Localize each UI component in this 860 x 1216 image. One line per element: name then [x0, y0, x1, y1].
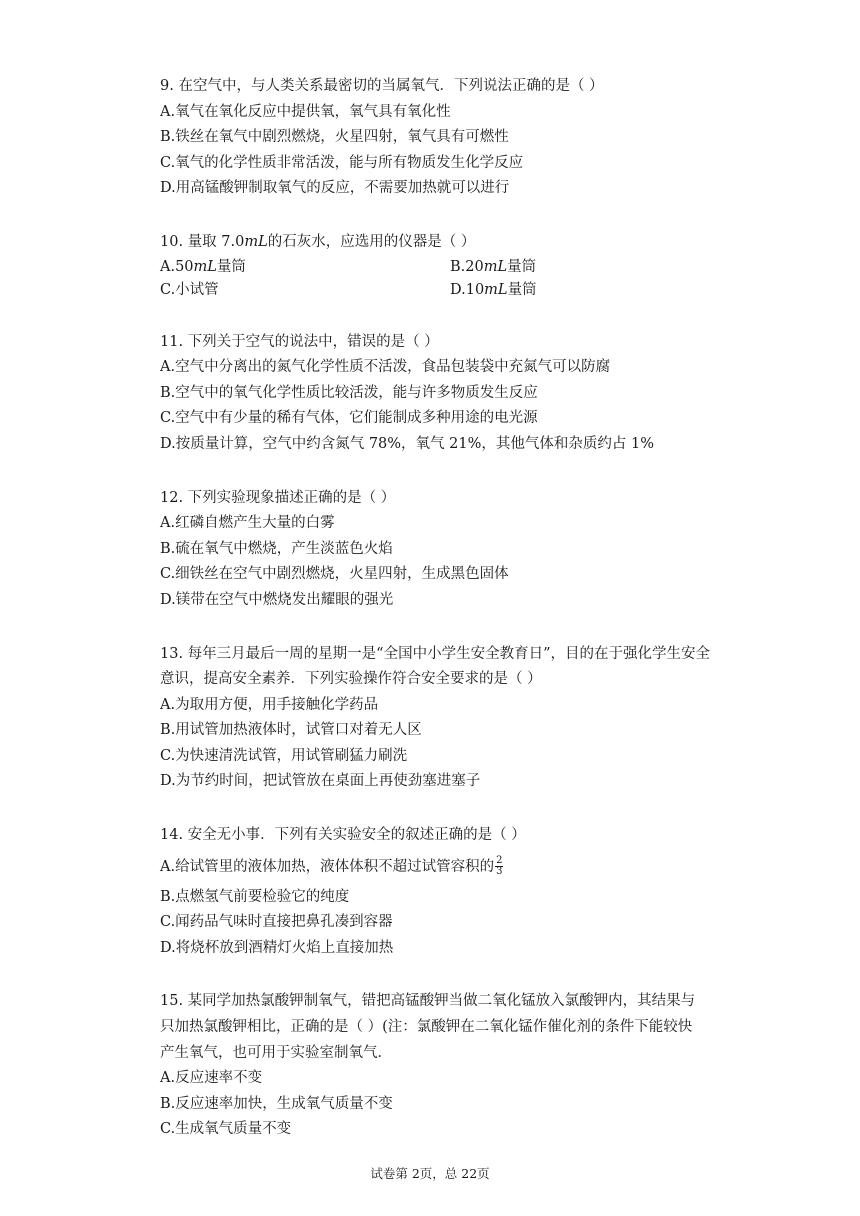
question-stem-line-1: 15. 某同学加热氯酸钾制氧气，错把高锰酸钾当做二氧化锰放入氯酸钾内，其结果与 — [160, 993, 696, 1010]
option-c: C.空气中有少量的稀有气体，它们能制成多种用途的电光源 — [160, 410, 538, 427]
option-text: 量筒 — [216, 258, 246, 275]
option-a — [160, 849, 740, 885]
fraction — [495, 856, 503, 877]
option-d — [450, 279, 740, 302]
question-15 — [160, 989, 740, 1143]
option-a: A.为取用方便，用手接触化学药品 — [160, 696, 379, 713]
option-b: B.反应速率加快，生成氧气质量不变 — [160, 1095, 393, 1112]
options-row — [160, 279, 740, 302]
option-b — [450, 256, 740, 279]
option-a: A.空气中分离出的氮气化学性质不活泼，食品包装袋中充氮气可以防腐 — [160, 359, 611, 376]
option-text: A.给试管里的液体加热，液体体积不超过试管容积的 — [160, 858, 495, 875]
option-c: C.为快速清洗试管，用试管刷猛力刷洗 — [160, 747, 408, 764]
question-12 — [160, 486, 740, 614]
option-c: C.氧气的化学性质非常活泼，能与所有物质发生化学反应 — [160, 154, 524, 171]
option-c — [160, 279, 450, 302]
question-stem: 9. 在空气中，与人类关系最密切的当属氧气．下列说法正确的是（ ） — [160, 78, 604, 94]
option-text: D.10 — [450, 281, 485, 298]
unit-ml: mL — [483, 258, 508, 275]
fraction-denominator: 3 — [496, 866, 503, 878]
options-row — [160, 256, 740, 279]
stem-suffix: 的石灰水，应选用的仪器是（ ） — [267, 233, 476, 250]
question-stem-line-2: 只加热氯酸钾相比，正确的是（ ）(注：氯酸钾在二氧化锰作催化剂的条件下能较快 — [160, 1019, 693, 1036]
option-d: D.镁带在空气中燃烧发出耀眼的强光 — [160, 591, 394, 608]
unit-ml: mL — [484, 281, 508, 298]
option-d: D.用高锰酸钾制取氧气的反应，不需要加热就可以进行 — [160, 180, 510, 197]
question-stem-line-2: 意识，提高安全素养．下列实验操作符合安全要求的是（ ） — [160, 671, 542, 688]
option-a — [160, 256, 450, 279]
option-text: 量筒 — [507, 258, 537, 275]
option-d: D.为节约时间，把试管放在桌面上再使劲塞进塞子 — [160, 773, 481, 790]
question-13 — [160, 642, 740, 796]
question-stem — [160, 230, 740, 256]
option-a: A.氧气在氧化反应中提供氧，氧气具有氧化性 — [160, 103, 451, 120]
option-c: C.细铁丝在空气中剧烈燃烧，火星四射，生成黑色固体 — [160, 566, 509, 583]
option-a: A.红磷自燃产生大量的白雾 — [160, 515, 335, 532]
question-9 — [160, 74, 740, 202]
option-b: B.用试管加热液体时，试管口对着无人区 — [160, 722, 422, 739]
unit-ml: mL — [244, 233, 268, 250]
option-text: 量筒 — [507, 281, 537, 298]
stem-prefix: 10. 量取 7.0 — [160, 233, 245, 250]
option-c: C.闻药品气味时直接把鼻孔凑到容器 — [160, 914, 393, 931]
option-b: B.点燃氢气前要检验它的纯度 — [160, 888, 350, 905]
fraction-numerator: 2 — [496, 855, 503, 867]
option-b: B.空气中的氧气化学性质比较活泼，能与许多物质发生反应 — [160, 384, 538, 401]
option-d: D.将烧杯放到酒精灯火焰上直接加热 — [160, 939, 394, 956]
question-stem-line-3: 产生氧气，也可用于实验室制氧气． — [160, 1044, 392, 1061]
option-a: A.反应速率不变 — [160, 1070, 263, 1087]
option-text: A.50 — [160, 258, 194, 275]
option-text: B.20 — [450, 258, 484, 275]
option-b: B.硫在氧气中燃烧，产生淡蓝色火焰 — [160, 540, 393, 557]
option-text: C.小试管 — [160, 281, 219, 298]
question-10 — [160, 230, 740, 302]
question-11 — [160, 330, 740, 458]
question-14 — [160, 823, 740, 961]
option-b: B.铁丝在氧气中剧烈燃烧，火星四射，氧气具有可燃性 — [160, 129, 509, 146]
option-d: D.按质量计算，空气中约含氮气 78%，氧气 21%，其他气体和杂质约占 1% — [160, 435, 655, 452]
unit-ml: mL — [193, 258, 217, 275]
question-stem: 12. 下列实验现象描述正确的是（ ） — [160, 489, 396, 506]
question-stem-line-1: 13. 每年三月最后一周的星期一是“全国中小学生安全教育日”，目的在于强化学生安全 — [160, 645, 710, 662]
page-footer: 试卷第 2页，总 22页 — [370, 1166, 490, 1181]
question-stem: 11. 下列关于空气的说法中，错误的是（ ） — [160, 333, 439, 350]
question-stem: 14. 安全无小事．下列有关实验安全的叙述正确的是（ ） — [160, 827, 526, 844]
option-c: C.生成氧气质量不变 — [160, 1121, 292, 1138]
exam-page — [160, 74, 740, 1171]
